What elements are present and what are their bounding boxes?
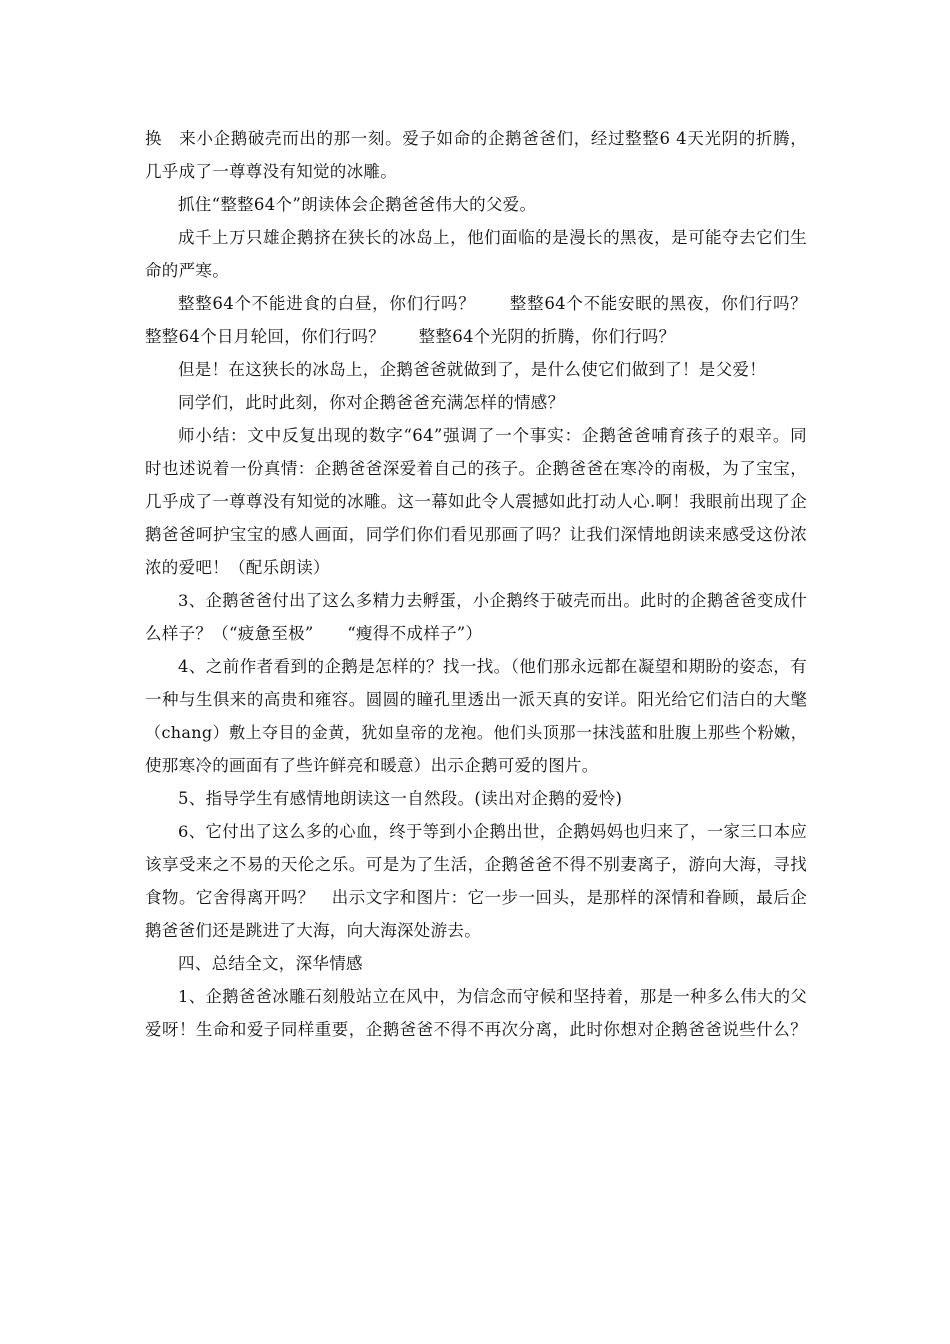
text-line: 命的严寒。 (145, 261, 229, 280)
text-line: （chang）敷上夺目的金黄，犹如皇帝的龙袍。他们头顶那一抹浅蓝和肚腹上那些个粉嫩， (145, 723, 807, 742)
text-line: 爱呀！生命和爱子同样重要，企鹅爸爸不得不再次分离，此时你想对企鹅爸爸说些什么？ (145, 1020, 807, 1039)
text-line: 3、企鹅爸爸付出了这么多精力去孵蛋，小企鹅终于破壳而出。此时的企鹅爸爸变成什 (178, 591, 807, 610)
text-line: 6、它付出了这么多的心血，终于等到小企鹅出世，企鹅妈妈也归来了，一家三口本应 (178, 822, 807, 841)
text-line: 几乎成了一尊尊没有知觉的冰雕。 (145, 162, 397, 181)
text-line: 四、总结全文，深华情感 (178, 954, 363, 973)
text-line: 鹅爸爸们还是跳进了大海，向大海深处游去。 (145, 921, 481, 940)
text-line: 么样子？（“疲惫至极” “瘦得不成样子”） (145, 624, 483, 643)
text-line: 师小结：文中反复出现的数字“64”强调了一个事实：企鹅爸爸哺育孩子的艰辛。同 (178, 426, 807, 445)
text-line: 一种与生俱来的高贵和雍容。圆圆的瞳孔里透出一派天真的安详。阳光给它们洁白的大氅 (145, 690, 807, 709)
text-line: 时也述说着一份真情：企鹅爸爸深爱着自己的孩子。企鹅爸爸在寒冷的南极，为了宝宝， (145, 459, 807, 478)
text-line: 食物。它舍得离开吗？ 出示文字和图片：它一步一回头，是那样的深情和眷顾，最后企 (145, 888, 807, 907)
text-line: 但是！在这狭长的冰岛上，企鹅爸爸就做到了，是什么使它们做到了！是父爱！ (178, 360, 766, 379)
text-line: 抓住“整整64个”朗读体会企鹅爸爸伟大的父爱。 (178, 195, 537, 214)
text-line: 成千上万只雄企鹅挤在狭长的冰岛上，他们面临的是漫长的黑夜，是可能夺去它们生 (178, 228, 807, 247)
text-line: 整整64个日月轮回，你们行吗？ 整整64个光阴的折腾，你们行吗？ (145, 327, 676, 346)
text-line: 1、企鹅爸爸冰雕石刻般站立在风中，为信念而守候和坚持着，那是一种多么伟大的父 (178, 987, 807, 1006)
text-line: 浓的爱吧！（配乐朗读） (145, 558, 330, 577)
text-line: 4、之前作者看到的企鹅是怎样的？找一找。（他们那永远都在凝望和期盼的姿态，有 (178, 657, 807, 676)
text-line: 同学们，此时此刻，你对企鹅爸爸充满怎样的情感？ (178, 393, 565, 412)
text-line: 换 来小企鹅破壳而出的那一刻。爱子如命的企鹅爸爸们，经过整整6 4天光阴的折腾， (145, 129, 807, 148)
document-body (145, 122, 807, 1046)
text-line: 鹅爸爸呵护宝宝的感人画面，同学们你们看见那画了吗？让我们深情地朗读来感受这份浓 (145, 525, 807, 544)
text-line: 几乎成了一尊尊没有知觉的冰雕。这一幕如此令人震撼如此打动人心.啊！我眼前出现了企 (145, 492, 807, 511)
text-line: 该享受来之不易的天伦之乐。可是为了生活，企鹅爸爸不得不别妻离子，游向大海，寻找 (145, 855, 807, 874)
text-line: 使那寒冷的画面有了些许鲜亮和暖意）出示企鹅可爱的图片。 (145, 756, 599, 775)
text-line: 5、指导学生有感情地朗读这一自然段。(读出对企鹅的爱怜) (178, 789, 623, 808)
text-line: 整整64个不能进食的白昼，你们行吗？ 整整64个不能安眠的黑夜，你们行吗？ (178, 294, 807, 313)
